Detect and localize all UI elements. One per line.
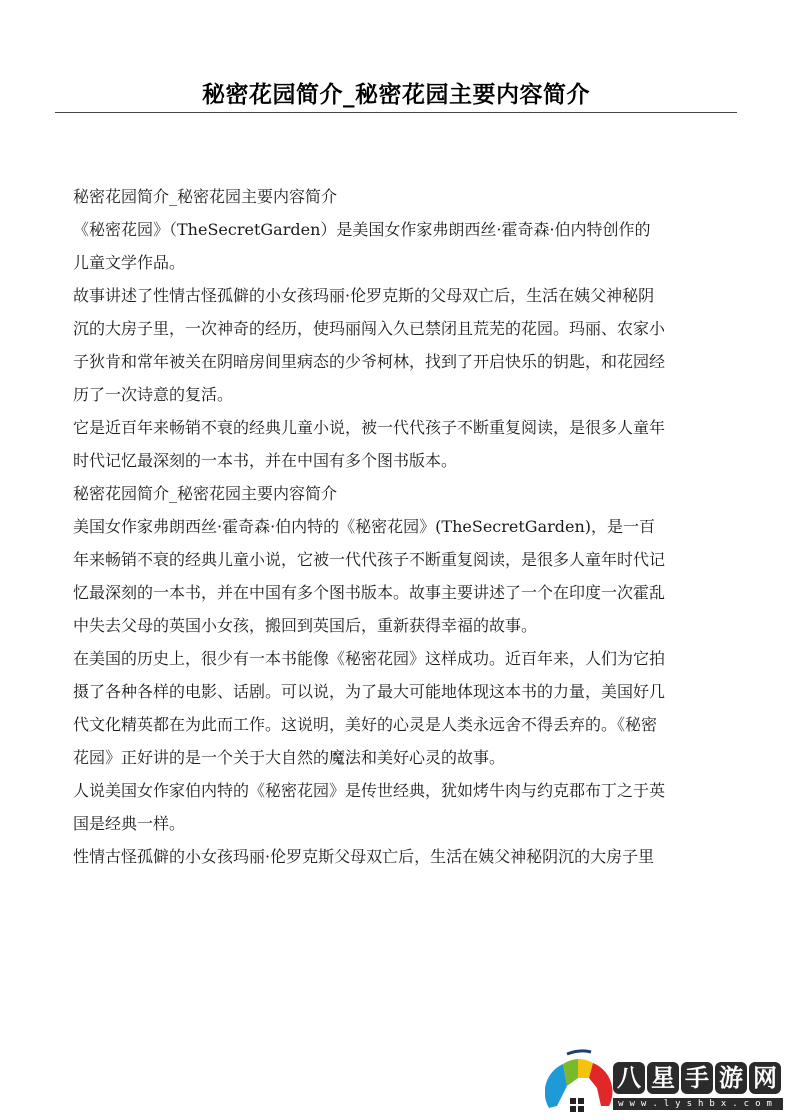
text-line: 沉的大房子里，一次神奇的经历，使玛丽闯入久已禁闭且荒芜的花园。玛丽、农家小: [73, 319, 666, 338]
text-line: 美国女作家弗朗西丝·霍奇森·伯内特的《秘密花园》(TheSecretGarden)，是一百: [73, 517, 656, 536]
watermark-url: www.lyshbx.com: [613, 1098, 783, 1110]
document-body: [73, 180, 723, 873]
text-line: 忆最深刻的一本书，并在中国有多个图书版本。故事主要讲述了一个在印度一次霍乱: [73, 583, 666, 602]
paragraph: [73, 840, 723, 873]
paragraph: [73, 510, 723, 642]
paragraph: [73, 642, 723, 774]
brand-char: 游: [715, 1062, 747, 1094]
paragraph: [73, 180, 723, 213]
text-line: 子狄肯和常年被关在阴暗房间里病态的少爷柯林，找到了开启快乐的钥匙，和花园经: [73, 352, 666, 371]
brand-char: 星: [647, 1062, 679, 1094]
text-line: 故事讲述了性情古怪孤僻的小女孩玛丽·伦罗克斯的父母双亡后，生活在姨父神秘阴: [73, 286, 655, 305]
text-line: 秘密花园简介_秘密花园主要内容简介: [73, 484, 338, 503]
paragraph: [73, 213, 723, 279]
text-line: 儿童文学作品。: [73, 253, 186, 272]
document-title: 秘密花园简介_秘密花园主要内容简介: [202, 82, 590, 108]
text-line: 《秘密花园》（TheSecretGarden）是美国女作家弗朗西丝·霍奇森·伯内特创作的: [73, 220, 651, 239]
site-watermark: [545, 1048, 785, 1118]
text-line: 秘密花园简介_秘密花园主要内容简介: [73, 187, 338, 206]
paragraph: [73, 774, 723, 840]
text-line: 人说美国女作家伯内特的《秘密花园》是传世经典，犹如烤牛肉与约克郡布丁之于英: [73, 781, 666, 800]
text-line: 代文化精英都在为此而工作。这说明，美好的心灵是人类永远舍不得丢弃的。《秘密: [73, 715, 658, 734]
text-line: 时代记忆最深刻的一本书，并在中国有多个图书版本。: [73, 451, 458, 470]
brand-char: 手: [681, 1062, 713, 1094]
brand-char: 网: [749, 1062, 781, 1094]
text-line: 年来畅销不衰的经典儿童小说，它被一代代孩子不断重复阅读，是很多人童年时代记: [73, 550, 666, 569]
paragraph: [73, 477, 723, 510]
brand-char: 八: [613, 1062, 645, 1094]
text-line: 它是近百年来畅销不衰的经典儿童小说，被一代代孩子不断重复阅读，是很多人童年: [73, 418, 666, 437]
text-line: 中失去父母的英国小女孩，搬回到英国后，重新获得幸福的故事。: [73, 616, 538, 635]
paragraph: [73, 279, 723, 411]
text-line: 历了一次诗意的复活。: [73, 385, 234, 404]
text-line: 国是经典一样。: [73, 814, 186, 833]
text-line: 花园》正好讲的是一个关于大自然的魔法和美好心灵的故事。: [73, 748, 506, 767]
text-line: 性情古怪孤僻的小女孩玛丽·伦罗克斯父母双亡后，生活在姨父神秘阴沉的大房子里: [73, 847, 655, 866]
title-divider: [55, 112, 737, 113]
text-line: 摄了各种各样的电影、话剧。可以说，为了最大可能地体现这本书的力量，美国好几: [73, 682, 666, 701]
text-line: 在美国的历史上，很少有一本书能像《秘密花园》这样成功。近百年来，人们为它拍: [73, 649, 666, 668]
paragraph: [73, 411, 723, 477]
rainbow-house-logo-icon: [545, 1048, 615, 1116]
watermark-brand: [613, 1062, 781, 1094]
